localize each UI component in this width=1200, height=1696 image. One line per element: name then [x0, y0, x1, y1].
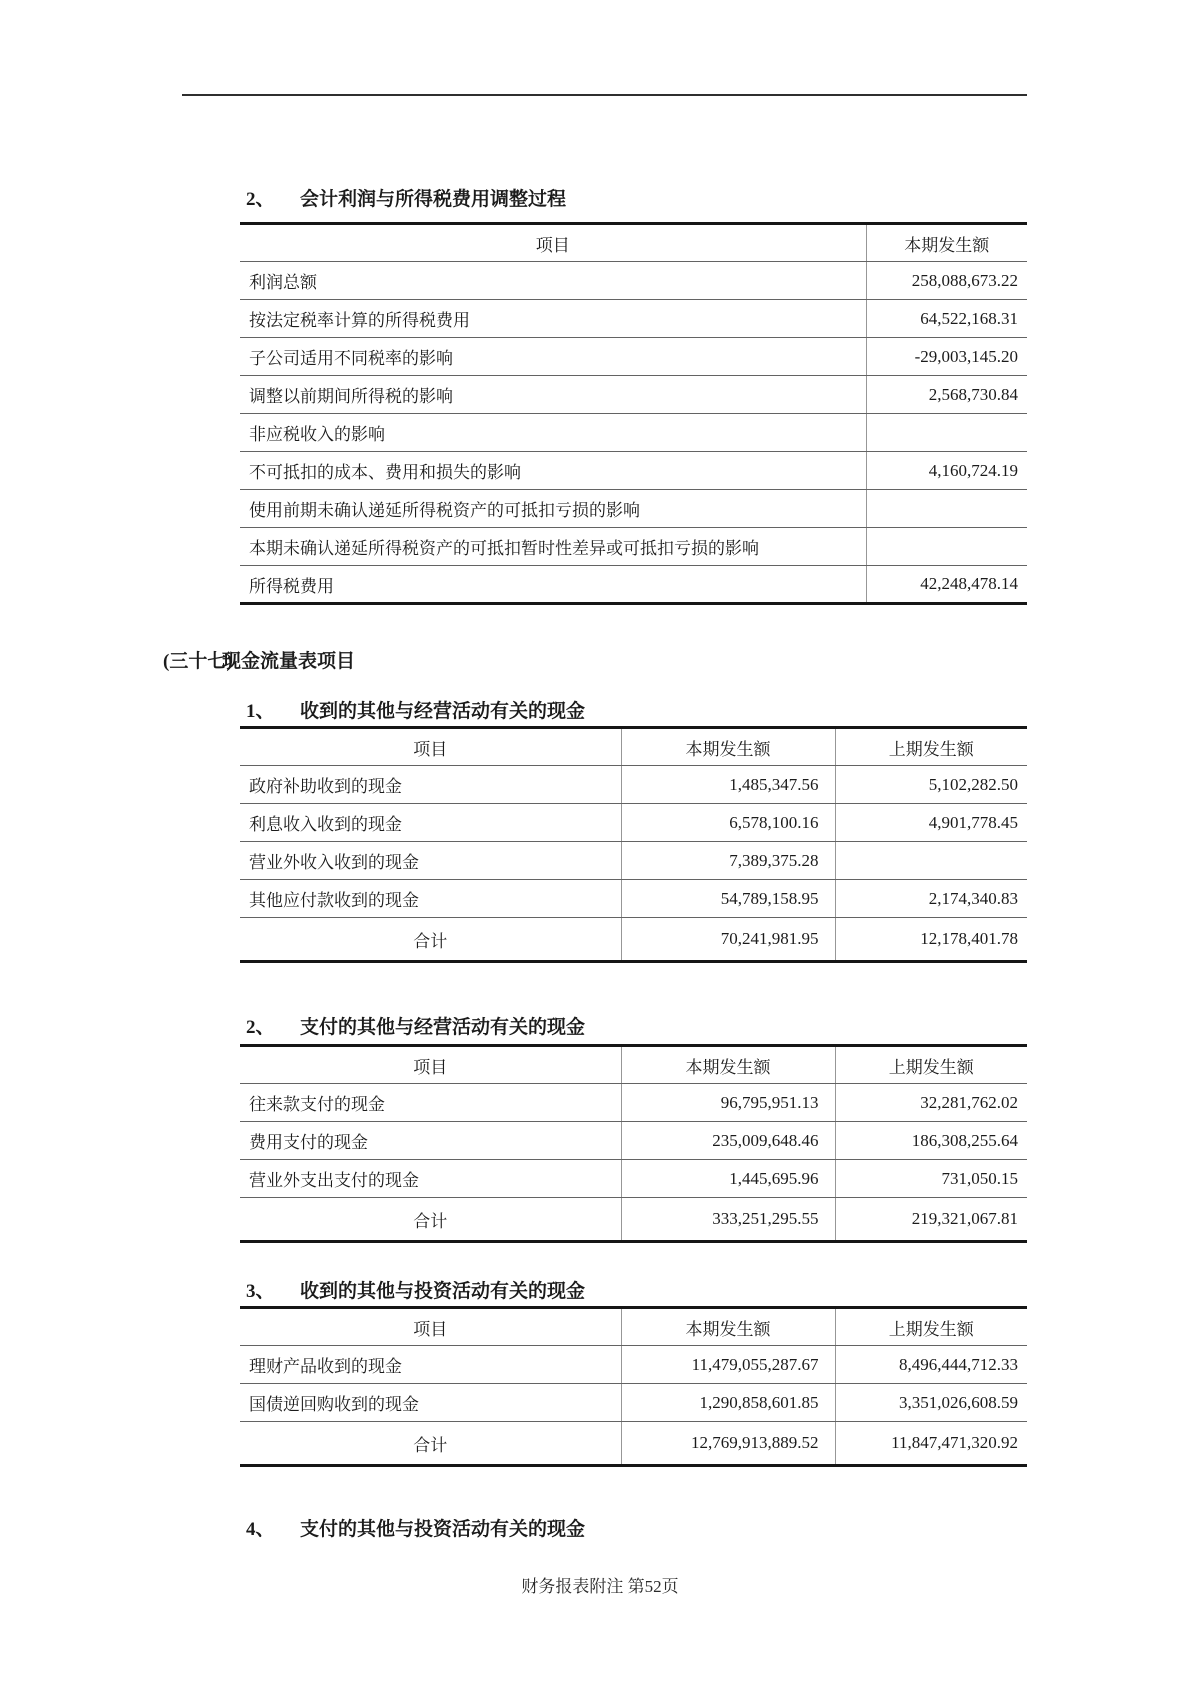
row-label: 使用前期未确认递延所得税资产的可抵扣亏损的影响 [240, 490, 866, 528]
cashflow-section-number: (三十七) [163, 651, 233, 672]
sub2-heading [246, 1012, 585, 1039]
row-value-current: 6,578,100.16 [621, 804, 835, 842]
row-label: 利息收入收到的现金 [240, 804, 621, 842]
column-header-current: 本期发生额 [621, 728, 835, 766]
row-value-prior: 731,050.15 [835, 1160, 1027, 1198]
cash-paid-operating-table [240, 1044, 1027, 1243]
column-header-item: 项目 [240, 1046, 621, 1084]
table-row [240, 842, 1027, 880]
total-row [240, 1198, 1027, 1242]
table-row [240, 338, 1027, 376]
row-value-current: 42,248,478.14 [866, 566, 1027, 604]
cash-received-investing-table [240, 1306, 1027, 1467]
sub2-number: 2、 [246, 1017, 275, 1038]
row-value-current: 96,795,951.13 [621, 1084, 835, 1122]
tax-section-number: 2、 [246, 189, 275, 210]
row-value-prior: 186,308,255.64 [835, 1122, 1027, 1160]
table-row [240, 376, 1027, 414]
table-row [240, 766, 1027, 804]
table-row [240, 1160, 1027, 1198]
row-value-prior: 4,901,778.45 [835, 804, 1027, 842]
row-label: 理财产品收到的现金 [240, 1346, 621, 1384]
total-label: 合计 [413, 1435, 448, 1455]
row-value-current: 64,522,168.31 [866, 300, 1027, 338]
row-label: 子公司适用不同税率的影响 [240, 338, 866, 376]
column-header-current: 本期发生额 [621, 1308, 835, 1346]
row-label: 费用支付的现金 [240, 1122, 621, 1160]
tax-adjustment-table [240, 222, 1027, 605]
row-label: 非应税收入的影响 [240, 414, 866, 452]
column-header-item: 项目 [240, 224, 866, 262]
row-label: 营业外支出支付的现金 [240, 1160, 621, 1198]
row-value-current [866, 414, 1027, 452]
column-header-prior: 上期发生额 [835, 1308, 1027, 1346]
row-value-current [866, 490, 1027, 528]
table-row [240, 1122, 1027, 1160]
table-header-row [240, 1308, 1027, 1346]
table-row [240, 1384, 1027, 1422]
row-value-current: 7,389,375.28 [621, 842, 835, 880]
total-value-current: 12,769,913,889.52 [621, 1422, 835, 1466]
sub3-title: 收到的其他与投资活动有关的现金 [300, 1281, 586, 1302]
row-value-current [866, 528, 1027, 566]
row-value-current: 1,445,695.96 [621, 1160, 835, 1198]
total-row [240, 1422, 1027, 1466]
row-value-prior: 2,174,340.83 [835, 880, 1027, 918]
page-footer: 财务报表附注 第52页 [521, 1577, 679, 1596]
row-label: 所得税费用 [249, 576, 334, 596]
sub3-number: 3、 [246, 1281, 275, 1302]
table-row [240, 490, 1027, 528]
header-rule [182, 94, 1027, 96]
row-value-prior: 8,496,444,712.33 [835, 1346, 1027, 1384]
column-header-current: 本期发生额 [621, 1046, 835, 1084]
table-row [240, 1346, 1027, 1384]
table-row [240, 566, 1027, 604]
row-value-current: 1,485,347.56 [621, 766, 835, 804]
row-value-current: 2,568,730.84 [866, 376, 1027, 414]
column-header-current: 本期发生额 [866, 224, 1027, 262]
row-label: 往来款支付的现金 [240, 1084, 621, 1122]
total-value-current: 70,241,981.95 [621, 918, 835, 962]
total-value-prior: 12,178,401.78 [835, 918, 1027, 962]
table-row [240, 1084, 1027, 1122]
row-label: 其他应付款收到的现金 [240, 880, 621, 918]
sub1-heading [246, 696, 585, 723]
row-value-prior: 5,102,282.50 [835, 766, 1027, 804]
row-value-current: 235,009,648.46 [621, 1122, 835, 1160]
row-value-prior: 3,351,026,608.59 [835, 1384, 1027, 1422]
total-row [240, 918, 1027, 962]
sub4-number: 4、 [246, 1519, 275, 1540]
table-row [240, 528, 1027, 566]
total-value-current: 333,251,295.55 [621, 1198, 835, 1242]
sub1-title: 收到的其他与经营活动有关的现金 [300, 701, 586, 722]
total-value-prior: 11,847,471,320.92 [835, 1422, 1027, 1466]
tax-section-heading [246, 184, 566, 211]
tax-section-title: 会计利润与所得税费用调整过程 [300, 189, 567, 210]
table-row [240, 300, 1027, 338]
table-header-row [240, 224, 1027, 262]
row-value-current: 54,789,158.95 [621, 880, 835, 918]
row-value-current: 1,290,858,601.85 [621, 1384, 835, 1422]
row-label: 利润总额 [240, 262, 866, 300]
row-label: 本期未确认递延所得税资产的可抵扣暂时性差异或可抵扣亏损的影响 [240, 528, 866, 566]
row-value-prior [835, 842, 1027, 880]
total-label: 合计 [413, 1211, 448, 1231]
sub4-heading [246, 1514, 585, 1541]
row-label: 国债逆回购收到的现金 [240, 1384, 621, 1422]
sub1-number: 1、 [246, 701, 275, 722]
column-header-item: 项目 [240, 1308, 621, 1346]
total-label: 合计 [413, 931, 448, 951]
table-header-row [240, 728, 1027, 766]
table-header-row [240, 1046, 1027, 1084]
sub3-heading [246, 1276, 585, 1303]
sub4-title: 支付的其他与投资活动有关的现金 [300, 1519, 586, 1540]
row-label: 营业外收入收到的现金 [240, 842, 621, 880]
cashflow-section-title: 现金流量表项目 [222, 651, 356, 672]
table-row [240, 452, 1027, 490]
row-label: 调整以前期间所得税的影响 [240, 376, 866, 414]
cashflow-section-heading [163, 646, 355, 673]
row-value-current: -29,003,145.20 [866, 338, 1027, 376]
column-header-item: 项目 [240, 728, 621, 766]
row-label: 政府补助收到的现金 [240, 766, 621, 804]
total-value-prior: 219,321,067.81 [835, 1198, 1027, 1242]
cash-received-operating-table [240, 726, 1027, 963]
row-value-prior: 32,281,762.02 [835, 1084, 1027, 1122]
row-value-current: 11,479,055,287.67 [621, 1346, 835, 1384]
row-label: 不可抵扣的成本、费用和损失的影响 [240, 452, 866, 490]
row-value-current: 4,160,724.19 [866, 452, 1027, 490]
table-row [240, 880, 1027, 918]
table-row [240, 804, 1027, 842]
sub2-title: 支付的其他与经营活动有关的现金 [300, 1017, 586, 1038]
row-value-current: 258,088,673.22 [866, 262, 1027, 300]
table-row [240, 262, 1027, 300]
column-header-prior: 上期发生额 [835, 728, 1027, 766]
row-label: 按法定税率计算的所得税费用 [240, 300, 866, 338]
table-row [240, 414, 1027, 452]
column-header-prior: 上期发生额 [835, 1046, 1027, 1084]
